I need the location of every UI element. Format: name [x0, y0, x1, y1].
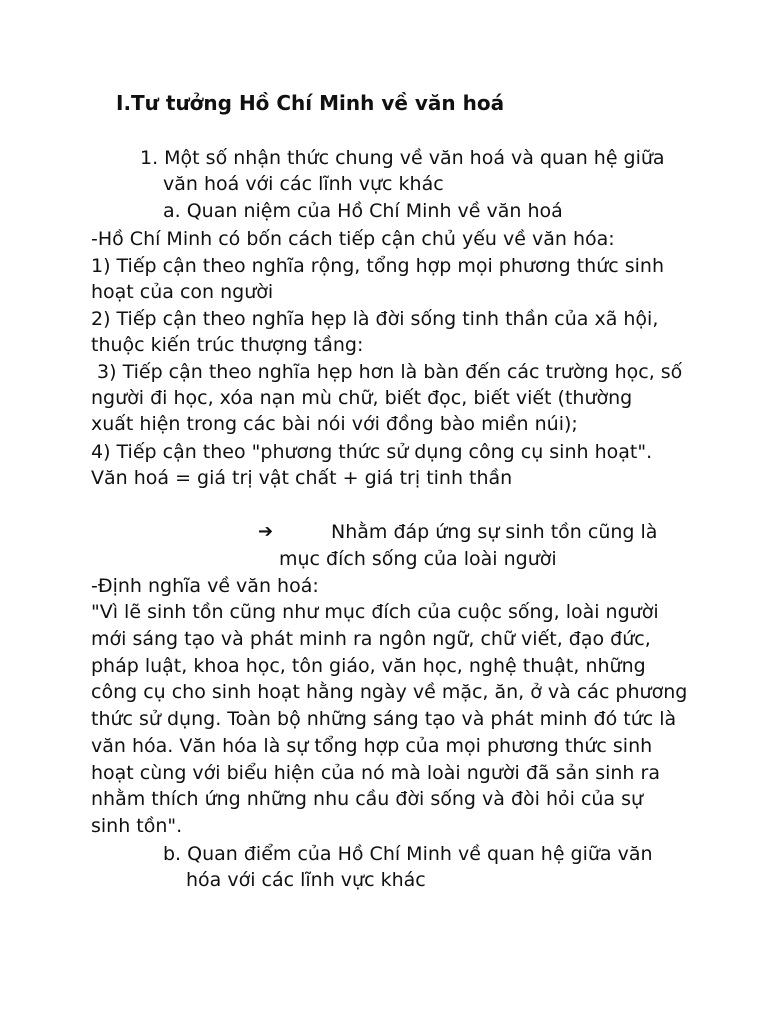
- page-title: I.Tư tưởng Hồ Chí Minh về văn hoá: [116, 91, 505, 115]
- quote-line: nhằm thích ứng những nhu cầu đời sống và đòi hỏi của sự: [91, 788, 644, 810]
- intro-paragraph: -Hồ Chí Minh có bốn cách tiếp cận chủ yếu về văn hóa:: [91, 228, 615, 250]
- arrow-note-line-1: Nhằm đáp ứng sự sinh tồn cũng là: [331, 521, 658, 543]
- approach-4-line-1: 4) Tiếp cận theo "phương thức sử dụng công cụ sinh hoạt".: [91, 441, 653, 463]
- section-1-heading-line-1: 1. Một số nhận thức chung về văn hoá và quan hệ giữa: [140, 147, 665, 169]
- quote-line: "Vì lẽ sinh tồn cũng như mục đích của cuộc sống, loài người: [91, 601, 659, 623]
- subsection-a-heading: a. Quan niệm của Hồ Chí Minh về văn hoá: [163, 200, 563, 222]
- approach-3-line-1: 3) Tiếp cận theo nghĩa hẹp hơn là bàn đến các trường học, số: [91, 361, 683, 383]
- approach-1-line-2: hoạt của con người: [91, 281, 274, 303]
- approach-2-line-2: thuộc kiến trúc thượng tầng:: [91, 334, 364, 356]
- quote-line: hoạt cùng với biểu hiện của nó mà loài người đã sản sinh ra: [91, 762, 660, 784]
- approach-1-line-1: 1) Tiếp cận theo nghĩa rộng, tổng hợp mọi phương thức sinh: [91, 255, 664, 277]
- subsection-b-heading-line-2: hóa với các lĩnh vực khác: [186, 869, 426, 891]
- arrow-right-icon: ➔: [258, 521, 274, 542]
- quote-line: văn hóa. Văn hóa là sự tổng hợp của mọi phương thức sinh: [91, 735, 653, 757]
- definition-heading: -Định nghĩa về văn hoá:: [91, 575, 319, 597]
- arrow-note-line-2: mục đích sống của loài người: [279, 548, 557, 570]
- approach-2-line-1: 2) Tiếp cận theo nghĩa hẹp là đời sống tinh thần của xã hội,: [91, 308, 659, 330]
- approach-3-line-2: người đi học, xóa nạn mù chữ, biết đọc, biết viết (thường: [91, 387, 633, 409]
- quote-line: mới sáng tạo và phát minh ra ngôn ngữ, chữ viết, đạo đức,: [91, 628, 651, 650]
- subsection-b-heading-line-1: b. Quan điểm của Hồ Chí Minh về quan hệ giữa văn: [163, 843, 653, 865]
- approach-3-line-3: xuất hiện trong các bài nói với đồng bào miền núi);: [91, 413, 578, 435]
- section-1-heading-line-2: văn hoá với các lĩnh vực khác: [163, 173, 444, 195]
- quote-line: thức sử dụng. Toàn bộ những sáng tạo và phát minh đó tức là: [91, 708, 677, 730]
- quote-line: pháp luật, khoa học, tôn giáo, văn học, nghệ thuật, những: [91, 655, 646, 677]
- approach-4-line-2: Văn hoá = giá trị vật chất + giá trị tinh thần: [91, 467, 513, 489]
- quote-line: sinh tồn".: [91, 815, 183, 837]
- quote-line: công cụ cho sinh hoạt hằng ngày về mặc, ăn, ở và các phương: [91, 681, 688, 703]
